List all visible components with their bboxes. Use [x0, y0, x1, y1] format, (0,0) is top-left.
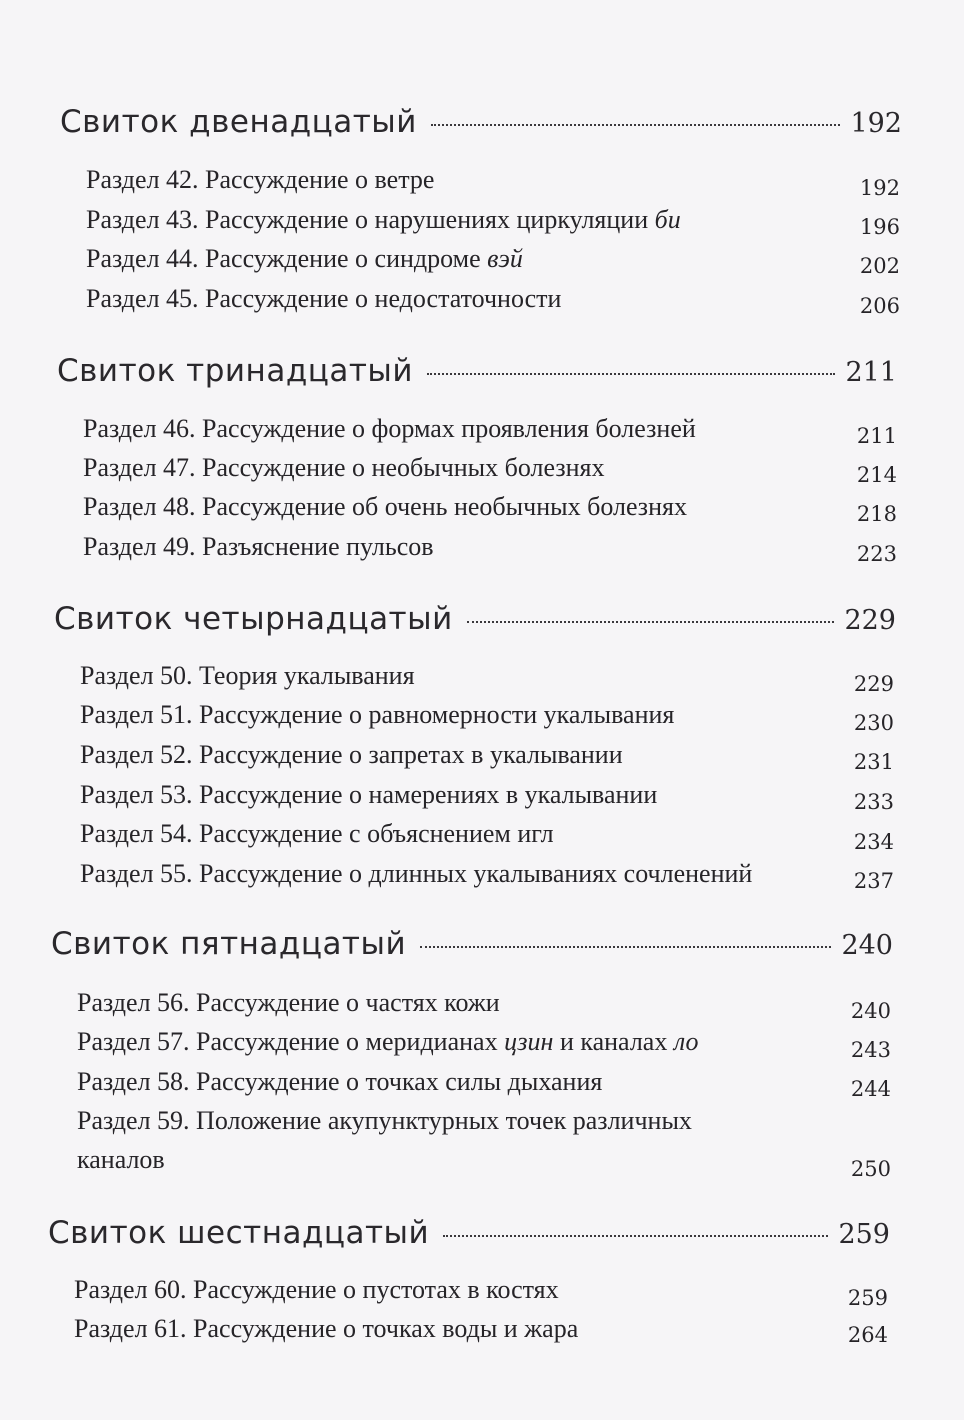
scroll-heading: [51, 926, 893, 970]
section-entry: Раздел 58. Рассуждение о точках силы дыхания: [77, 1067, 603, 1096]
section-page-number: 264: [847, 1323, 888, 1347]
scroll-heading: [60, 104, 902, 148]
section-page-number: 206: [859, 294, 900, 318]
section-entry: Раздел 47. Рассуждение о необычных болезнях: [83, 453, 605, 482]
section-entry: Раздел 49. Разъяснение пульсов: [83, 532, 434, 561]
section-entry: Раздел 44. Рассуждение о синдроме вэй: [86, 244, 523, 273]
section-entry: Раздел 53. Рассуждение о намерениях в укалывании: [80, 780, 658, 809]
scroll-title: Свиток четырнадцатый: [54, 601, 453, 637]
section-page-number: 240: [850, 999, 891, 1023]
section-entry: Раздел 54. Рассуждение с объяснением игл: [80, 819, 554, 848]
section-page-number: 223: [856, 542, 897, 566]
scroll-page-number: 192: [850, 108, 902, 139]
section-page-number: 229: [853, 672, 894, 696]
dot-leader: [427, 373, 835, 375]
dot-leader: [420, 946, 831, 948]
dot-leader: [431, 124, 841, 126]
section-page-number: 211: [856, 424, 897, 448]
section-page-number: 230: [853, 711, 894, 735]
scroll-page-number: 259: [838, 1219, 890, 1250]
scroll-heading: [57, 353, 897, 397]
section-page-number: 237: [853, 869, 894, 893]
scroll-page-number: 240: [841, 930, 893, 961]
section-page-number: 250: [850, 1157, 891, 1181]
section-entry: Раздел 45. Рассуждение о недостаточности: [86, 284, 562, 313]
scroll-title: Свиток шестнадцатый: [48, 1215, 430, 1251]
section-page-number: 192: [859, 176, 900, 200]
section-entry: Раздел 48. Рассуждение об очень необычных болезнях: [83, 492, 687, 521]
scroll-page-number: 211: [845, 357, 897, 388]
section-page-number: 202: [859, 254, 900, 278]
section-entry: Раздел 61. Рассуждение о точках воды и жара: [74, 1314, 579, 1343]
section-entry: Раздел 51. Рассуждение о равномерности укалывания: [80, 700, 675, 729]
section-page-number: 233: [853, 790, 894, 814]
section-entry: Раздел 60. Рассуждение о пустотах в костях: [74, 1275, 559, 1304]
section-page-number: 243: [850, 1038, 891, 1062]
scroll-title: Свиток двенадцатый: [60, 104, 417, 140]
dot-leader: [443, 1235, 828, 1237]
scroll-heading: [54, 601, 896, 645]
section-entry: Раздел 57. Рассуждение о меридианах цзин и каналах ло: [77, 1027, 699, 1056]
section-entry: Раздел 43. Рассуждение о нарушениях циркуляции би: [86, 205, 681, 234]
dot-leader: [467, 621, 835, 623]
section-page-number: 218: [856, 502, 897, 526]
section-entry: Раздел 55. Рассуждение о длинных укалываниях сочленений: [80, 859, 753, 888]
section-entry: Раздел 56. Рассуждение о частях кожи: [77, 988, 500, 1017]
section-page-number: 231: [853, 750, 894, 774]
scroll-title: Свиток пятнадцатый: [51, 926, 407, 962]
section-entry: Раздел 52. Рассуждение о запретах в укалывании: [80, 740, 623, 769]
section-page-number: 244: [850, 1077, 891, 1101]
section-page-number: 214: [856, 463, 897, 487]
section-entry: Раздел 46. Рассуждение о формах проявления болезней: [83, 414, 696, 443]
section-entry: Раздел 42. Рассуждение о ветре: [86, 165, 435, 194]
scroll-page-number: 229: [844, 605, 896, 636]
section-entry-continuation: каналов: [77, 1145, 165, 1174]
scroll-heading: [48, 1215, 890, 1259]
section-page-number: 234: [853, 830, 894, 854]
section-entry: Раздел 59. Положение акупунктурных точек различных: [77, 1106, 692, 1135]
section-page-number: 196: [859, 215, 900, 239]
section-entry: Раздел 50. Теория укалывания: [80, 661, 415, 690]
scroll-title: Свиток тринадцатый: [57, 353, 414, 389]
section-page-number: 259: [847, 1286, 888, 1310]
